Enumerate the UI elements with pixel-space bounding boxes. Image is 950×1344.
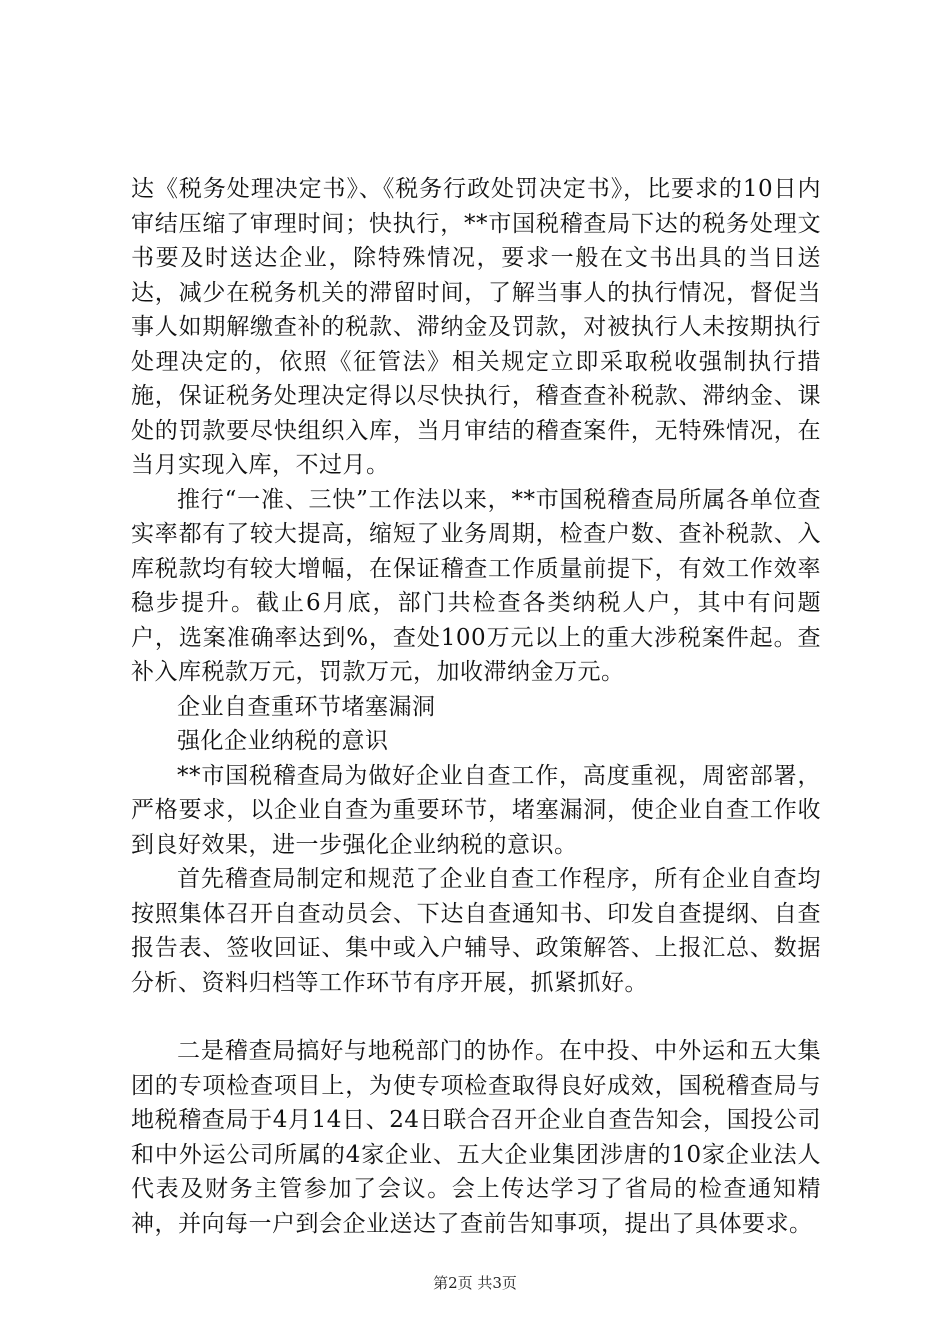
document-body — [131, 172, 821, 1241]
paragraph-continuation: 达《税务处理决定书》、《税务行政处罚决定书》，比要求的10日内审结压缩了审理时间；快执行，**市国税稽查局下达的税务处理文书要及时送达企业，除特殊情况，要求一般在文书出具的当日送达，减少在税务机关的滞留时间，了解当事人的执行情况，督促当事人如期解缴查补的税款、滞纳金及罚款，对被执行人未按期执行处理决定的，依照《征管法》相关规定立即采取税收强制执行措施，保证税务处理决定得以尽快执行，稽查查补税款、滞纳金、课处的罚款要尽快组织入库，当月审结的稽查案件，无特殊情况，在当月实现入库，不过月。 — [131, 176, 821, 478]
paragraph-results: 推行“一准、三快”工作法以来，**市国税稽查局所属各单位查实率都有了较大提高，缩短了业务周期，检查户数、查补税款、入库税款均有较大增幅，在保证稽查工作质量前提下，有效工作效率稳步提升。截止6月底，部门共检查各类纳税人户，其中有问题户，选案准确率达到%，查处100万元以上的重大涉税案件起。查补入库税款万元，罚款万元，加收滞纳金万元。 — [131, 486, 821, 685]
paragraph-cooperation: 二是稽查局搞好与地税部门的协作。在中投、中外运和五大集团的专项检查项目上，为使专项检查取得良好成效，国税稽查局与地税稽查局于4月14日、24日联合召开企业自查告知会，国投公司和中外运公司所属的4家企业、五大企业集团涉唐的10家企业法人代表及财务主管参加了会议。会上传达学习了省局的检查通知精神，并向每一户到会企业送达了查前告知事项，提出了具体要求。 — [131, 1038, 821, 1237]
section-heading-line-1: 企业自查重环节堵塞漏洞 — [177, 693, 436, 720]
page-number-footer: 第2页 共3页 — [433, 1274, 517, 1292]
paragraph-self-check-intro: **市国税稽查局为做好企业自查工作，高度重视，周密部署，严格要求，以企业自查为重要环节，堵塞漏洞，使企业自查工作收到良好效果，进一步强化企业纳税的意识。 — [131, 762, 821, 858]
paragraph-spacer — [131, 1000, 821, 1034]
section-heading-line-2: 强化企业纳税的意识 — [177, 728, 389, 754]
paragraph-procedure: 首先稽查局制定和规范了企业自查工作程序，所有企业自查均按照集体召开自查动员会、下达自查通知书、印发自查提纲、自查报告表、签收回证、集中或入户辅导、政策解答、上报汇总、数据分析、资料归档等工作环节有序开展，抓紧抓好。 — [131, 866, 821, 996]
